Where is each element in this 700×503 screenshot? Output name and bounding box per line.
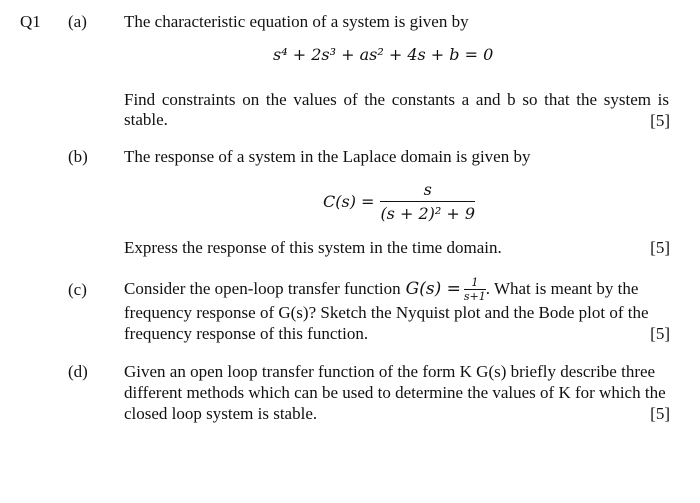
part-b-equation-lhs: C(s) = (323, 191, 375, 211)
part-a-equation: s⁴ + 2s³ + as² + 4s + b = 0 (273, 45, 494, 64)
part-c-tf-numerator: 1 (471, 275, 479, 289)
part-c-marks: [5] (650, 324, 670, 343)
part-d-label: (d) (68, 362, 88, 381)
part-a-intro: The characteristic equation of a system is given by (124, 12, 469, 31)
part-b-equation (323, 178, 475, 224)
part-c-line1 (124, 275, 638, 303)
part-c-tf-denominator: s+1 (463, 289, 486, 303)
part-d-marks: [5] (650, 404, 670, 423)
part-c-text-b: . What is meant by the (485, 279, 639, 298)
part-d-line1: Given an open loop transfer function of the form K G(s) briefly describe three (124, 362, 656, 381)
part-b-numerator: s (423, 179, 432, 199)
part-c-tf-fraction (464, 277, 486, 302)
fraction-bar (380, 201, 475, 202)
part-b-fraction (380, 180, 475, 223)
question-label: Q1 (20, 12, 41, 31)
part-a-marks: [5] (650, 111, 670, 130)
part-c-text-a: Consider the open-loop transfer function (124, 279, 401, 298)
part-a-label: (a) (68, 12, 87, 31)
part-b-marks: [5] (650, 238, 670, 257)
part-d-line2: different methods which can be used to determine the values of K for which the (124, 383, 666, 402)
part-c-tf-lhs: G(s) = (405, 279, 461, 299)
part-b-intro: The response of a system in the Laplace domain is given by (124, 147, 531, 166)
part-b-denominator: (s + 2)² + 9 (380, 203, 476, 223)
part-c-label: (c) (68, 280, 87, 299)
part-c-line3: frequency response of this function. (124, 324, 369, 343)
part-d-line3: closed loop system is stable. (124, 404, 318, 423)
part-a-text: Find constraints on the values of the constants a and b so that the system is stable. (124, 90, 669, 129)
part-b-text: Express the response of this system in the time domain. (124, 238, 502, 257)
part-b-label: (b) (68, 147, 88, 166)
part-c-line2: frequency response of G(s)? Sketch the Nyquist plot and the Bode plot of the (124, 303, 649, 322)
